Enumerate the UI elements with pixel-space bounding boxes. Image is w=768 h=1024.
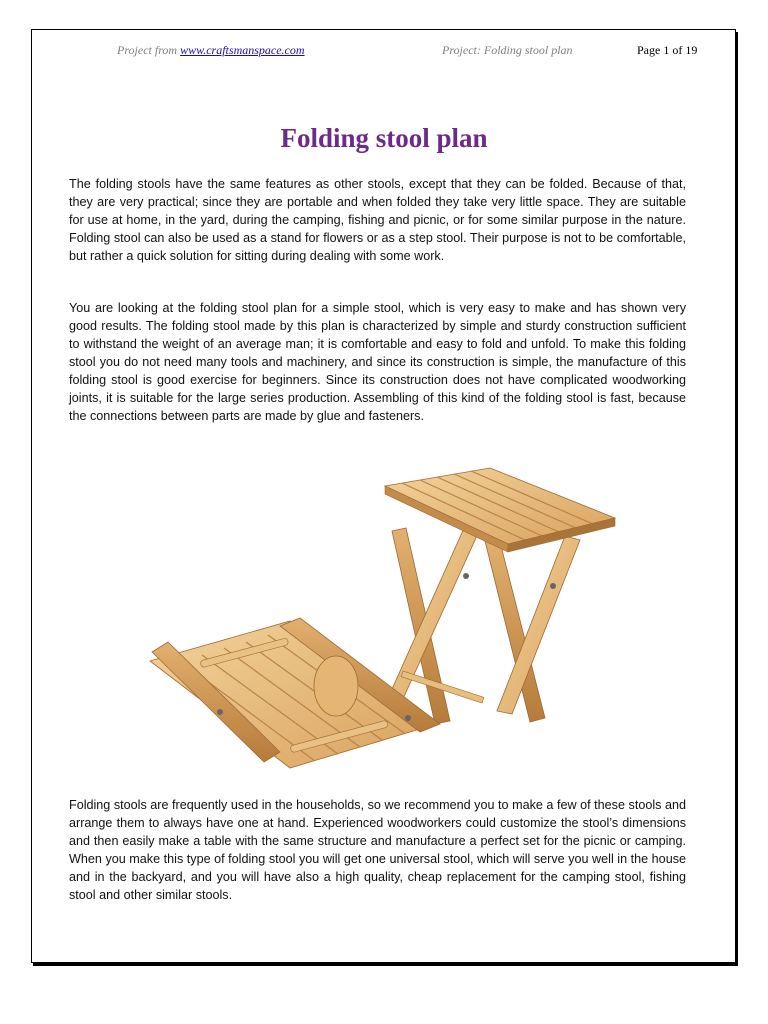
- paragraph-intro: The folding stools have the same features as other stools, except that they can be folded. Because of that, they are very practical; since they are portable and when folded they take very little space. They are suitable for use at home, in the yard, during the camping, fishing and picnic, or for some similar purpose in the nature. Folding stool can also be used as a stand for flowers or as a step stool. Their purpose is not to be comfortable, but rather a quick solution for sitting during dealing with some work.: [69, 177, 686, 263]
- document-title: Folding stool plan: [280, 123, 488, 153]
- header-source: [117, 43, 305, 58]
- paragraph-description: You are looking at the folding stool plan for a simple stool, which is very easy to make and has shown very good results. The folding stool made by this plan is characterized by simple and sturdy construction sufficient to withstand the weight of an average man; it is comfortable and easy to fold and unfold. To make this folding stool you do not need many tools and machinery, and since its construction is simple, the manufacture of this folding stool is good exercise for beginners. Since its construction does not have complicated woodworking joints, it is suitable for the large series production. Assembling of this kind of the folding stool is fast, because the connections between parts are made by glue and fasteners.: [69, 301, 686, 423]
- site-link[interactable]: www.craftsmanspace.com: [180, 43, 305, 57]
- paragraph-recommendation: Folding stools are frequently used in the households, so we recommend you to make a few of these stools and arrange them to always have one at hand. Experienced woodworkers could customize the stool’s dimensions and then easily make a table with the same structure and manufacture a perfect set for the picnic or camping. When you make this type of folding stool you will get one universal stool, which will serve you well in the house and in the backyard, and you will have also a high quality, cheap replacement for the camping stool, fishing stool and other similar stools.: [69, 798, 686, 902]
- folding-stool-illustration: [140, 456, 630, 776]
- stool-drawing: [140, 456, 630, 776]
- header-project-name: Project: Folding stool plan: [442, 43, 573, 57]
- header-project-prefix: Project from: [117, 43, 181, 57]
- standing-stool: [385, 468, 615, 724]
- folded-stool: [150, 618, 440, 768]
- page-number: Page 1 of 19: [637, 43, 698, 57]
- page-header: [0, 43, 768, 63]
